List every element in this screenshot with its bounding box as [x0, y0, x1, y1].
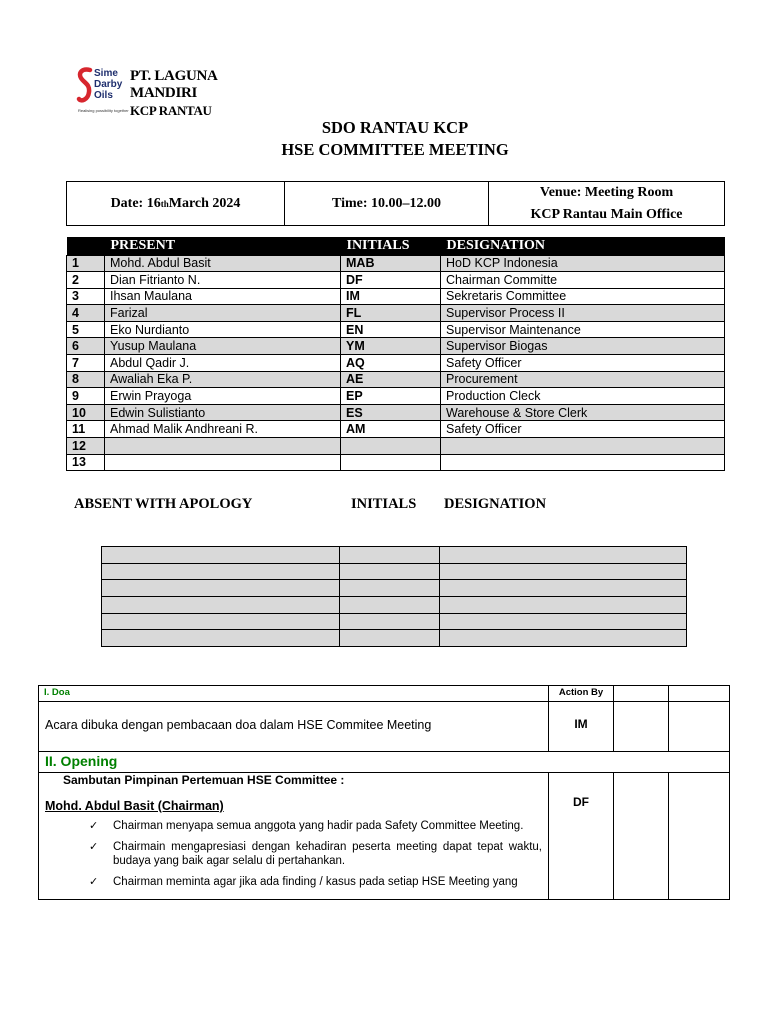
absent-cell [102, 547, 340, 564]
attendee-designation [441, 454, 725, 471]
opening-point-text: Chairman menyapa semua anggota yang hadir pada Safety Committee Meeting. [113, 820, 524, 832]
opening-chairman-name: Mohd. Abdul Basit (Chairman) [45, 799, 224, 813]
meeting-venue: Venue: Meeting Room KCP Rantau Main Office [530, 184, 683, 222]
section-opening-title: II. Opening [39, 752, 730, 773]
row-number: 5 [67, 321, 105, 338]
absent-table [101, 546, 687, 647]
attendee-name: Ahmad Malik Andhreani R. [105, 421, 341, 438]
attendee-name: Eko Nurdianto [105, 321, 341, 338]
attendee-name [105, 454, 341, 471]
attendee-designation: Supervisor Biogas [441, 338, 725, 355]
section-doa-title: I. Doa [39, 686, 549, 702]
absent-cell [440, 597, 687, 614]
present-row [67, 421, 725, 438]
sime-darby-s-icon [76, 66, 94, 106]
present-row [67, 371, 725, 388]
attendee-name: Ihsan Maulana [105, 288, 341, 305]
attendee-name: Mohd. Abdul Basit [105, 255, 341, 272]
empty-cell [669, 773, 730, 900]
present-row [67, 338, 725, 355]
row-number: 4 [67, 305, 105, 322]
attendee-initials: YM [341, 338, 441, 355]
header-present: PRESENT [105, 237, 341, 255]
absent-initials-label: INITIALS [351, 496, 417, 512]
doa-text: Acara dibuka dengan pembacaan doa dalam HSE Commitee Meeting [39, 702, 549, 752]
empty-cell [614, 686, 669, 702]
opening-content [39, 773, 549, 900]
checkmark-icon: ✓ [89, 820, 99, 832]
action-by-label: Action By [549, 686, 614, 702]
empty-cell [614, 702, 669, 752]
attendee-designation: HoD KCP Indonesia [441, 255, 725, 272]
absent-cell [440, 580, 687, 597]
attendee-designation: Safety Officer [441, 421, 725, 438]
document-title: SDO RANTAU KCP [321, 118, 469, 137]
present-row [67, 355, 725, 372]
absent-cell [440, 563, 687, 580]
row-number: 2 [67, 272, 105, 289]
absent-designation-label: DESIGNATION [444, 496, 547, 512]
row-number: 13 [67, 454, 105, 471]
attendee-initials: EN [341, 321, 441, 338]
attendee-initials [341, 438, 441, 455]
row-number: 9 [67, 388, 105, 405]
header-num [67, 237, 105, 255]
absent-cell [102, 630, 340, 647]
empty-cell [614, 773, 669, 900]
present-row [67, 321, 725, 338]
present-table [66, 237, 725, 471]
present-row [67, 288, 725, 305]
doa-action-by: IM [549, 702, 614, 752]
attendee-name: Edwin Sulistianto [105, 404, 341, 421]
absent-cell [102, 563, 340, 580]
header-initials: INITIALS [341, 237, 441, 255]
attendee-initials: MAB [341, 255, 441, 272]
attendee-name: Awaliah Eka P. [105, 371, 341, 388]
opening-subtitle: Sambutan Pimpinan Pertemuan HSE Committee : [63, 773, 345, 787]
attendee-initials [341, 454, 441, 471]
agenda-table [38, 685, 730, 900]
meeting-info-box [66, 181, 725, 226]
opening-point-text: Chairman meminta agar jika ada finding / kasus pada setiap HSE Meeting yang [113, 876, 518, 888]
present-header-row [67, 237, 725, 255]
logo-company-name: PT. LAGUNA MANDIRI KCP RANTAU [130, 68, 217, 118]
present-row [67, 404, 725, 421]
attendee-initials: ES [341, 404, 441, 421]
attendee-designation [441, 438, 725, 455]
absent-cell [440, 630, 687, 647]
absent-cell [340, 630, 440, 647]
opening-point [89, 819, 542, 833]
absent-row [102, 597, 687, 614]
absent-cell [340, 563, 440, 580]
attendee-initials: AM [341, 421, 441, 438]
document-subtitle: HSE COMMITTEE MEETING [281, 140, 509, 159]
present-row [67, 388, 725, 405]
present-row [67, 305, 725, 322]
absent-cell [340, 597, 440, 614]
absent-cell [102, 613, 340, 630]
attendee-initials: IM [341, 288, 441, 305]
attendee-designation: Procurement [441, 371, 725, 388]
absent-cell [102, 597, 340, 614]
attendee-designation: Production Cleck [441, 388, 725, 405]
agenda-section1-header [39, 686, 730, 702]
header-designation: DESIGNATION [441, 237, 725, 255]
absent-cell [340, 547, 440, 564]
checkmark-icon: ✓ [89, 841, 99, 853]
absent-cell [440, 547, 687, 564]
attendee-name: Erwin Prayoga [105, 388, 341, 405]
attendee-initials: AQ [341, 355, 441, 372]
row-number: 6 [67, 338, 105, 355]
absent-heading: ABSENT WITH APOLOGY [74, 496, 253, 512]
row-number: 10 [67, 404, 105, 421]
absent-row [102, 563, 687, 580]
attendee-designation: Supervisor Maintenance [441, 321, 725, 338]
attendee-designation: Safety Officer [441, 355, 725, 372]
agenda-section1-body [39, 702, 730, 752]
row-number: 3 [67, 288, 105, 305]
agenda-section2-body [39, 773, 730, 900]
absent-cell [102, 580, 340, 597]
opening-action-by: DF [549, 773, 614, 900]
opening-points-list [89, 819, 542, 889]
absent-cell [340, 580, 440, 597]
attendee-initials: AE [341, 371, 441, 388]
meeting-time: Time: 10.00–12.00 [285, 182, 489, 225]
opening-point-text: Chairmain mengapresiasi dengan kehadiran peserta meeting dapat tepat waktu, budaya yang baik agar selalu di pertahankan. [113, 841, 542, 867]
attendee-name [105, 438, 341, 455]
attendee-designation: Supervisor Process II [441, 305, 725, 322]
logo-brand: Sime Darby Oils [94, 68, 123, 101]
attendee-initials: DF [341, 272, 441, 289]
absent-cell [340, 613, 440, 630]
opening-point [89, 840, 542, 868]
attendee-initials: FL [341, 305, 441, 322]
attendee-initials: EP [341, 388, 441, 405]
row-number: 8 [67, 371, 105, 388]
empty-cell [669, 702, 730, 752]
present-row [67, 438, 725, 455]
row-number: 11 [67, 421, 105, 438]
present-row [67, 454, 725, 471]
absent-row [102, 630, 687, 647]
checkmark-icon: ✓ [89, 876, 99, 888]
attendee-name: Dian Fitrianto N. [105, 272, 341, 289]
row-number: 1 [67, 255, 105, 272]
attendee-name: Farizal [105, 305, 341, 322]
row-number: 7 [67, 355, 105, 372]
empty-cell [669, 686, 730, 702]
opening-point [89, 875, 542, 889]
attendee-name: Abdul Qadir J. [105, 355, 341, 372]
attendee-name: Yusup Maulana [105, 338, 341, 355]
absent-row [102, 547, 687, 564]
row-number: 12 [67, 438, 105, 455]
agenda-section2-header [39, 752, 730, 773]
present-row [67, 255, 725, 272]
attendee-designation: Sekretaris Committee [441, 288, 725, 305]
attendee-designation: Chairman Committe [441, 272, 725, 289]
company-logo [76, 66, 256, 116]
absent-cell [440, 613, 687, 630]
logo-tagline: Realising possibility together [78, 108, 129, 113]
meeting-date: Date: 16 th March 2024 [67, 182, 285, 225]
absent-row [102, 580, 687, 597]
absent-row [102, 613, 687, 630]
attendee-designation: Warehouse & Store Clerk [441, 404, 725, 421]
present-row [67, 272, 725, 289]
